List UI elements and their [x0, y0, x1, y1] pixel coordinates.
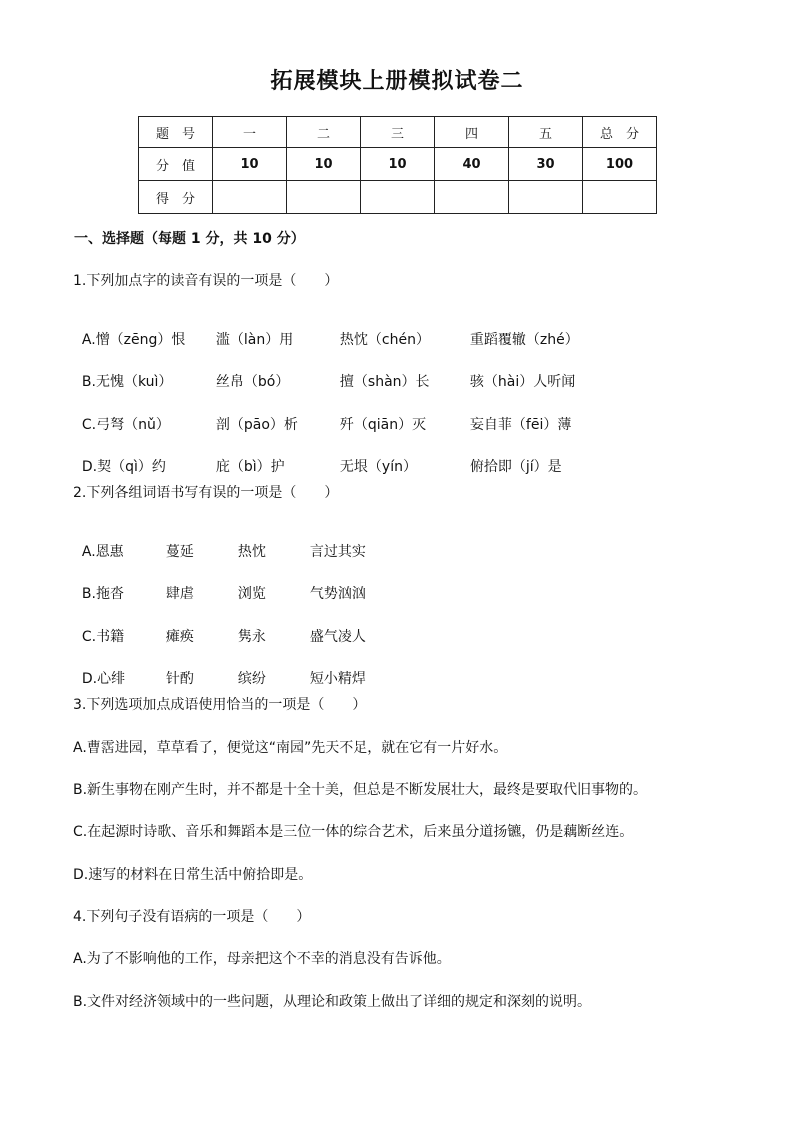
question-2-option-c — [73, 610, 366, 646]
column-header: 一 — [213, 117, 287, 148]
option-part: 擅（shàn）长 — [339, 374, 430, 390]
score-value: 100 — [583, 148, 657, 181]
question-4-option-b: B.文件对经济领域中的一些问题，从理论和政策上做出了详细的规定和深刻的说明。 — [73, 994, 592, 1010]
option-part: 蔓延 — [165, 544, 194, 560]
score-table-header-row — [139, 117, 657, 148]
column-header: 三 — [361, 117, 435, 148]
obtained-score-row — [139, 181, 657, 214]
option-part: 骇（hài）人听闻 — [469, 374, 576, 390]
option-part: 气势汹汹 — [309, 586, 366, 602]
question-1-option-a — [73, 313, 579, 349]
option-part: C.弓弩（nǔ） — [81, 417, 170, 433]
question-1-option-d — [73, 440, 562, 476]
option-part: 滥（làn）用 — [215, 332, 294, 348]
option-part: 缤纷 — [237, 671, 266, 687]
option-part: 妄自菲（fēi）薄 — [469, 417, 572, 433]
row-header-question-number: 题 号 — [139, 117, 213, 148]
option-part: 热忱（chén） — [339, 332, 430, 348]
question-3-option-d: D.速写的材料在日常生活中俯拾即是。 — [73, 867, 313, 883]
obtained-score-cell[interactable] — [287, 181, 361, 214]
option-part: B.无愧（kuì） — [81, 374, 173, 390]
score-value: 30 — [509, 148, 583, 181]
option-part: 热忱 — [237, 544, 266, 560]
option-part: 肆虐 — [165, 586, 194, 602]
question-1-option-c — [73, 398, 571, 434]
score-table — [138, 116, 657, 214]
obtained-score-cell[interactable] — [583, 181, 657, 214]
score-value: 10 — [213, 148, 287, 181]
column-header: 二 — [287, 117, 361, 148]
question-4-option-a: A.为了不影响他的工作，母亲把这个不幸的消息没有告诉他。 — [73, 951, 451, 967]
exam-title: 拓展模块上册模拟试卷二 — [270, 69, 524, 94]
column-header: 总 分 — [583, 117, 657, 148]
question-2-option-d — [73, 652, 366, 688]
option-part: 重蹈覆辙（zhé） — [469, 332, 579, 348]
option-part: 歼（qiān）灭 — [339, 417, 427, 433]
score-value: 10 — [287, 148, 361, 181]
option-part: 浏览 — [237, 586, 266, 602]
option-part: 隽永 — [237, 629, 266, 645]
question-1-option-b — [73, 355, 575, 391]
option-part: 言过其实 — [309, 544, 366, 560]
question-3-option-a: A.曹霑进园，草草看了，便觉这“南园”先天不足，就在它有一片好水。 — [73, 740, 508, 756]
question-4-stem: 4.下列句子没有语病的一项是（ ） — [73, 909, 311, 925]
option-part: D.契（qì）约 — [81, 459, 166, 475]
obtained-score-cell[interactable] — [509, 181, 583, 214]
option-part: 盛气凌人 — [309, 629, 366, 645]
option-part: 短小精焊 — [309, 671, 366, 687]
option-part: 瘫痪 — [165, 629, 194, 645]
score-value: 40 — [435, 148, 509, 181]
question-3-stem: 3.下列选项加点成语使用恰当的一项是（ ） — [73, 697, 367, 713]
option-part: C.书籍 — [81, 629, 125, 645]
question-2-stem: 2.下列各组词语书写有误的一项是（ ） — [73, 485, 339, 501]
row-header-score-value: 分 值 — [139, 148, 213, 181]
obtained-score-cell[interactable] — [213, 181, 287, 214]
option-part: D.心绯 — [81, 671, 126, 687]
question-2-option-a — [73, 525, 366, 561]
option-part: 无垠（yín） — [339, 459, 417, 475]
column-header: 五 — [509, 117, 583, 148]
question-3-option-b: B.新生事物在刚产生时，并不都是十全十美，但总是不断发展壮大，最终是要取代旧事物的。 — [73, 782, 648, 798]
question-3-option-c: C.在起源时诗歌、音乐和舞蹈本是三位一体的综合艺术，后来虽分道扬镳，仍是藕断丝连。 — [73, 824, 634, 840]
column-header: 四 — [435, 117, 509, 148]
option-part: 庇（bì）护 — [215, 459, 285, 475]
option-part: B.拖沓 — [81, 586, 124, 602]
row-header-obtained: 得 分 — [139, 181, 213, 214]
option-part: 针酌 — [165, 671, 194, 687]
question-2-option-b — [73, 567, 366, 603]
obtained-score-cell[interactable] — [435, 181, 509, 214]
option-part: 俯拾即（jí）是 — [469, 459, 562, 475]
score-value: 10 — [361, 148, 435, 181]
section-heading: 一、选择题（每题 1 分，共 10 分） — [74, 231, 305, 247]
option-part: 剖（pāo）析 — [215, 417, 298, 433]
option-part: 丝帛（bó） — [215, 374, 290, 390]
option-part: A.憎（zēng）恨 — [81, 332, 186, 348]
option-part: A.恩惠 — [81, 544, 124, 560]
score-value-row — [139, 148, 657, 181]
question-1-stem: 1.下列加点字的读音有误的一项是（ ） — [73, 273, 339, 289]
obtained-score-cell[interactable] — [361, 181, 435, 214]
